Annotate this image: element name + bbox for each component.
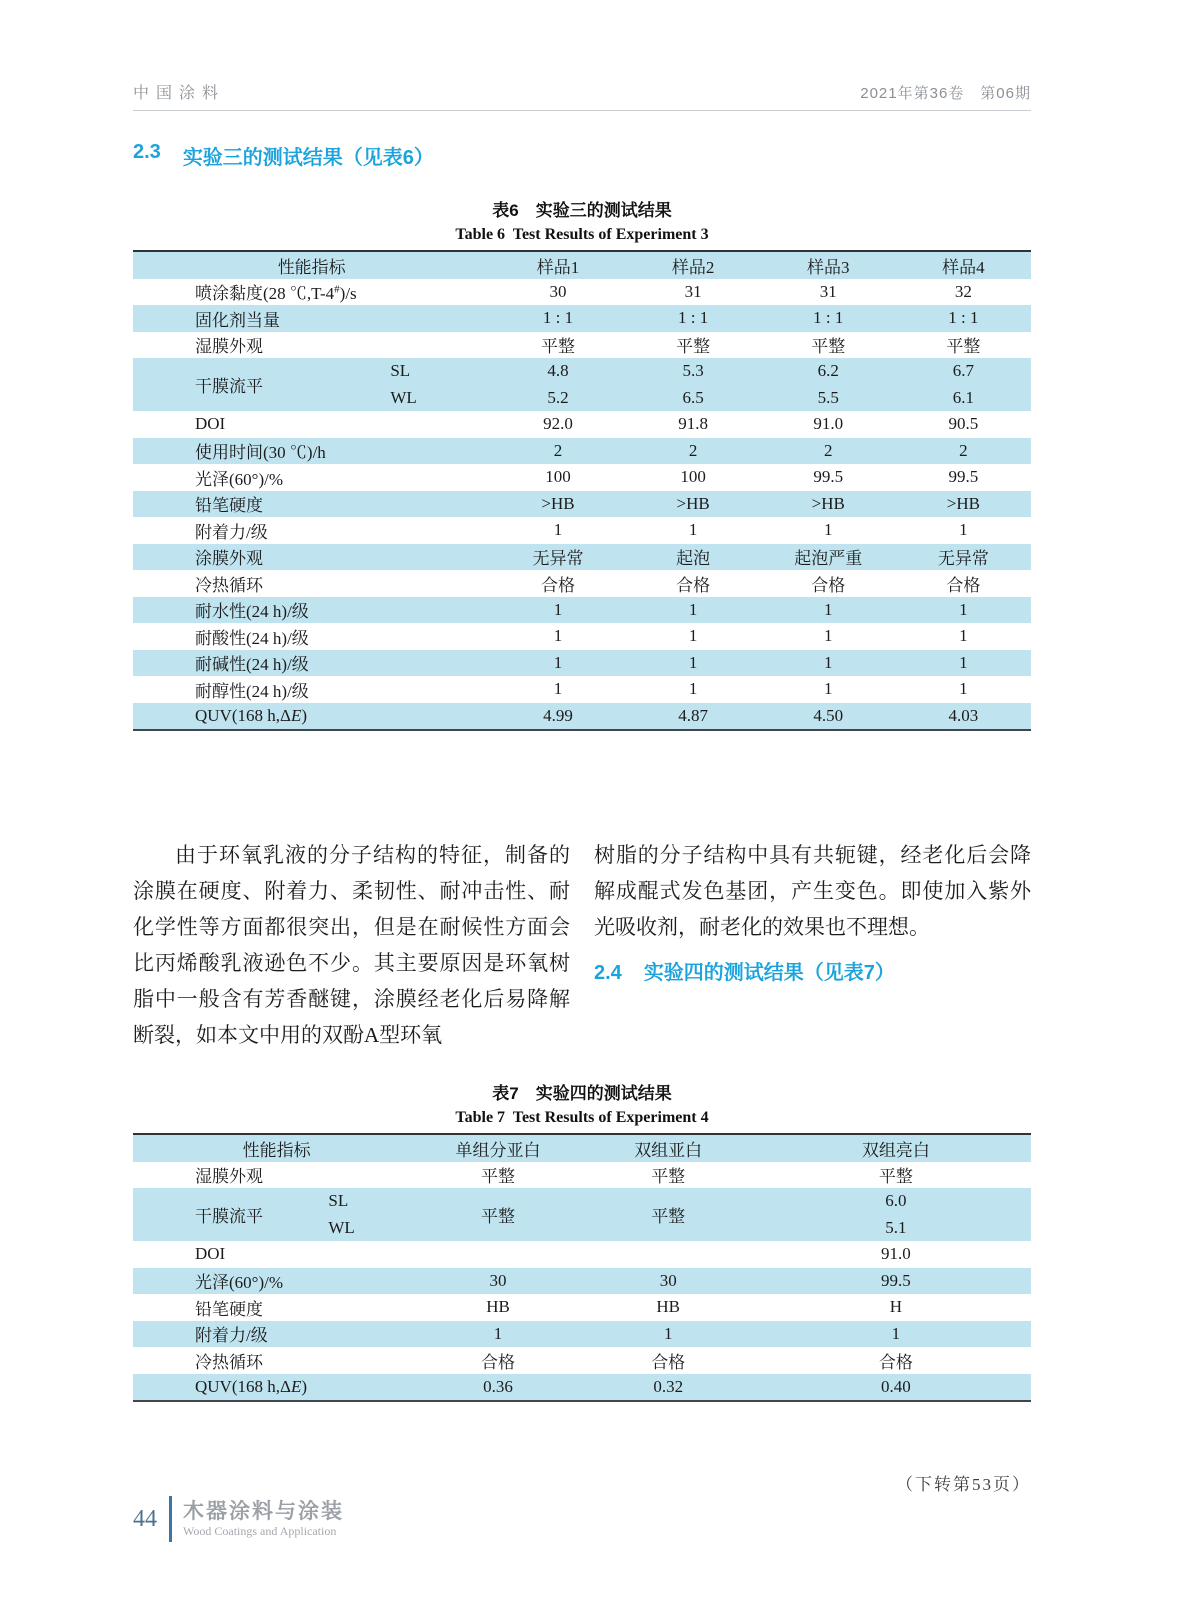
table-row: [133, 1294, 1031, 1321]
row-label-cell: [133, 411, 490, 438]
row-label-cell: [133, 570, 490, 597]
cell-value: H: [889, 1297, 902, 1317]
row-label: 冷热循环: [195, 1352, 263, 1372]
cell-value: 1: [663, 1323, 673, 1343]
cell-value: 1: [823, 599, 833, 619]
cell-value: 1: [823, 520, 833, 540]
cell-value: 4.50: [813, 705, 844, 725]
cell-value: 平整: [878, 1167, 913, 1187]
cell-value: 1: [553, 599, 563, 619]
cell-value: [761, 358, 896, 411]
cell-value: >HB: [811, 493, 845, 513]
table-row: [133, 544, 1031, 571]
cell-value: 2: [553, 440, 563, 460]
row-label-cell: [133, 491, 490, 518]
table-row: [133, 703, 1031, 730]
table6-caption-zh: 表6 实验三的测试结果: [492, 201, 672, 220]
cell-value-line: 5.5: [817, 387, 839, 407]
cell-value: 1: [553, 626, 563, 646]
table7-caption-en: Table 7 Test Results of Experiment 4: [455, 1109, 709, 1126]
row-label-cell: [133, 1321, 420, 1348]
cell-value-line: 5.2: [547, 387, 569, 407]
cell-value: HB: [486, 1297, 510, 1317]
continuation-note: （下转第53页）: [896, 1475, 1031, 1494]
paragraph-right: 树脂的分子结构中具有共轭键，经老化后会降解成醌式发色基团，产生变色。即使加入紫外光吸收剂，耐老化的效果也不理想。: [594, 843, 1031, 939]
footer-column-zh: 木器涂料与涂装: [183, 1499, 344, 1523]
table-row: [133, 438, 1031, 465]
cell-value-line: 6.2: [817, 361, 839, 381]
cell-value: 31: [684, 281, 702, 301]
cell-value: 平整: [540, 337, 575, 357]
column-header: 样品4: [942, 257, 985, 277]
cell-value: 平整: [651, 1167, 686, 1187]
column-header: 双组亚白: [634, 1140, 703, 1160]
cell-value: 合格: [811, 575, 846, 595]
cell-value: 1: [891, 1323, 901, 1343]
row-label-cell: [133, 305, 490, 332]
column-header: 样品3: [806, 257, 850, 277]
table-row: [133, 279, 1031, 306]
row-label: DOI: [195, 414, 226, 434]
cell-value: 起泡: [676, 549, 711, 569]
table-row: [133, 1162, 1031, 1189]
cell-value: 平整: [676, 337, 711, 357]
row-label: QUV(168 h,ΔE): [195, 1376, 307, 1396]
cell-value: 99.5: [880, 1270, 911, 1290]
row-label: 光泽(60°)/%: [195, 469, 284, 489]
sub-label: WL: [328, 1217, 355, 1237]
cell-value: 1 : 1: [542, 308, 574, 328]
section-title: 实验四的测试结果（见表7）: [643, 962, 895, 984]
text-column-left: [133, 837, 570, 1053]
row-label-cell: [133, 464, 490, 491]
table-row: [133, 1321, 1031, 1348]
cell-value: 91.0: [813, 414, 844, 434]
column-header: 样品2: [671, 257, 715, 277]
cell-value: 1: [823, 626, 833, 646]
row-label-cell: [133, 517, 490, 544]
row-label-cell: [133, 1294, 420, 1321]
footer-column-en: Wood Coatings and Application: [183, 1523, 337, 1538]
cell-value: [420, 1241, 575, 1268]
cell-value: 32: [954, 281, 972, 301]
section-heading-2-3: [133, 141, 1031, 170]
cell-value: 1: [959, 679, 968, 699]
row-label: 铅笔硬度: [195, 496, 263, 516]
cell-value-line: 5.1: [885, 1217, 907, 1237]
sub-label: WL: [390, 387, 417, 407]
cell-value-line: 6.0: [885, 1191, 907, 1211]
table-row: [133, 517, 1031, 544]
cell-value: 1: [553, 679, 563, 699]
cell-value: 平整: [481, 1167, 516, 1187]
row-label: 光泽(60°)/%: [195, 1273, 284, 1293]
cell-value: 合格: [540, 575, 575, 595]
footer-column-title: [183, 1500, 344, 1539]
cell-value: 1: [553, 520, 563, 540]
column-header: 样品1: [536, 257, 580, 277]
table-row: [133, 1268, 1031, 1295]
cell-value: 0.36: [483, 1376, 513, 1396]
cell-value: 30: [549, 281, 567, 301]
row-label-cell: [133, 358, 490, 411]
column-header: 性能指标: [277, 257, 346, 277]
row-label: 耐水性(24 h)/级: [195, 602, 309, 622]
row-label-cell: [133, 544, 490, 571]
cell-value: 91.8: [678, 414, 708, 434]
row-label: QUV(168 h,ΔE): [195, 705, 307, 725]
cell-value: 合格: [676, 575, 711, 595]
cell-value: 合格: [481, 1352, 516, 1372]
section-number: 2.4: [594, 962, 622, 984]
cell-value: 0.32: [653, 1376, 684, 1396]
cell-value: 平整: [651, 1207, 686, 1226]
cell-value: 1 : 1: [948, 308, 979, 328]
cell-value: HB: [656, 1297, 680, 1317]
row-label-cell: [133, 1241, 420, 1268]
cell-value-line: 6.7: [952, 361, 974, 381]
table-row: [133, 411, 1031, 438]
cell-value: 92.0: [543, 414, 573, 434]
cell-value: 1: [688, 652, 698, 672]
cell-value: 1: [959, 520, 968, 540]
cell-value: 91.0: [880, 1244, 911, 1264]
row-label-cell: [133, 1268, 420, 1295]
table6-caption-en: Table 6 Test Results of Experiment 3: [455, 226, 709, 243]
cell-value: 1: [688, 520, 698, 540]
row-label-cell: [133, 438, 490, 465]
table-row: [133, 1374, 1031, 1401]
cell-value: 90.5: [948, 414, 979, 434]
table-row: [133, 597, 1031, 624]
cell-value-line: 5.3: [682, 361, 704, 381]
table-row: [133, 305, 1031, 332]
row-label-cell: [133, 623, 490, 650]
cell-value: 30: [659, 1270, 677, 1290]
cell-value: 平整: [481, 1207, 516, 1226]
cell-value: [896, 358, 1031, 411]
cell-value: >HB: [676, 493, 710, 513]
cell-value: 2: [959, 440, 968, 460]
cell-value: 1: [493, 1323, 503, 1343]
cell-value: 平整: [946, 337, 981, 357]
table-row: [133, 1188, 1031, 1241]
cell-value: 1 : 1: [677, 308, 709, 328]
cell-value: 2: [823, 440, 833, 460]
page-number: 44: [133, 1505, 157, 1532]
row-label-cell: [133, 1188, 420, 1241]
column-header: 性能指标: [242, 1140, 311, 1160]
row-label: 附着力/级: [195, 522, 268, 542]
cell-value: [761, 1188, 1031, 1241]
cell-value: 合格: [878, 1352, 913, 1372]
cell-value: 1: [688, 679, 698, 699]
row-label-cell: [133, 1162, 420, 1189]
row-label: DOI: [195, 1244, 226, 1264]
cell-value-line: 6.5: [682, 387, 704, 407]
table-row: [133, 491, 1031, 518]
cell-value: 4.99: [543, 705, 573, 725]
cell-value: 1: [823, 679, 833, 699]
table-row: [133, 332, 1031, 359]
cell-value-line: 6.1: [952, 387, 974, 407]
cell-value: 4.03: [948, 705, 979, 725]
cell-value: 100: [680, 467, 706, 487]
cell-value: 1: [959, 599, 968, 619]
footer-divider-bar: [169, 1496, 172, 1542]
row-label-cell: [133, 597, 490, 624]
row-label-cell: [133, 1347, 420, 1374]
paragraph-left: 由于环氧乳液的分子结构的特征，制备的涂膜在硬度、附着力、柔韧性、耐冲击性、耐化学性等方面都很突出，但是在耐候性方面会比丙烯酸乳液逊色不少。其主要原因是环氧树脂中一般含有芳香醚键，涂膜经老化后易降解断裂，如本文中用的双酚A型环氧: [133, 843, 570, 1047]
table-header-row: [133, 1135, 1031, 1162]
cell-value: 1: [553, 652, 563, 672]
cell-value: 4.87: [678, 705, 708, 725]
column-header: 单组分亚白: [455, 1140, 541, 1160]
row-label: 铅笔硬度: [195, 1299, 263, 1319]
cell-value: 1: [688, 599, 698, 619]
table-row: [133, 676, 1031, 703]
cell-value: 合格: [946, 575, 981, 595]
cell-value: 1: [959, 626, 968, 646]
table-row: [133, 358, 1031, 411]
sub-label: SL: [328, 1191, 349, 1211]
cell-value: 0.40: [880, 1376, 911, 1396]
cell-value: 起泡严重: [794, 549, 863, 569]
row-label: 湿膜外观: [195, 337, 263, 357]
cell-value: 无异常: [937, 549, 989, 569]
text-column-right: [594, 837, 1031, 1053]
row-label: 干膜流平: [195, 377, 263, 396]
cell-value: 1 : 1: [813, 308, 844, 328]
section-number: 2.3: [133, 141, 161, 163]
sub-labels: [390, 358, 416, 411]
cell-value: 1: [959, 652, 968, 672]
issue-info: 2021年第36卷 第06期: [860, 85, 1031, 102]
cell-value: 平整: [811, 337, 846, 357]
cell-value: 30: [489, 1270, 507, 1290]
cell-value: 合格: [651, 1352, 686, 1372]
row-label: 涂膜外观: [195, 549, 263, 569]
row-label: 耐醇性(24 h)/级: [195, 681, 309, 701]
row-label: 使用时间(30 ℃)/h: [195, 443, 326, 463]
cell-value: [490, 358, 625, 411]
cell-value: [626, 358, 761, 411]
cell-value-line: 4.8: [547, 361, 569, 381]
cell-value: >HB: [541, 493, 575, 513]
row-label-cell: [133, 332, 490, 359]
section-title: 实验三的测试结果（见表6）: [182, 147, 434, 169]
row-label-cell: [133, 279, 490, 306]
row-label-cell: [133, 676, 490, 703]
row-label-cell: [133, 1374, 420, 1401]
row-label-cell: [133, 650, 490, 677]
journal-name: 中国涂料: [133, 85, 226, 102]
cell-value: 无异常: [532, 549, 584, 569]
running-head: [133, 80, 1031, 111]
cell-value: 1: [688, 626, 698, 646]
cell-value: 99.5: [948, 467, 979, 487]
page-footer: [133, 1496, 344, 1542]
row-label: 固化剂当量: [195, 310, 280, 330]
body-text-columns: [133, 837, 1031, 1053]
row-label: 耐酸性(24 h)/级: [195, 628, 309, 648]
cell-value: 99.5: [813, 467, 844, 487]
table-row: [133, 623, 1031, 650]
cell-value: 31: [819, 281, 837, 301]
sub-label: SL: [390, 361, 411, 381]
row-label: 湿膜外观: [195, 1167, 263, 1187]
table6: [133, 250, 1031, 731]
table-row: [133, 570, 1031, 597]
table-header-row: [133, 252, 1031, 279]
row-label: 冷热循环: [195, 575, 263, 595]
cell-value: 1: [823, 652, 833, 672]
cell-value: >HB: [946, 493, 980, 513]
row-label: 附着力/级: [195, 1326, 268, 1346]
table-row: [133, 1347, 1031, 1374]
row-label: 耐碱性(24 h)/级: [195, 655, 309, 675]
table-row: [133, 464, 1031, 491]
row-label-cell: [133, 703, 490, 730]
section-heading-2-4: [594, 955, 1031, 991]
cell-value: [576, 1241, 761, 1268]
table7: [133, 1133, 1031, 1402]
table-row: [133, 650, 1031, 677]
column-header: 双组亮白: [861, 1140, 930, 1160]
row-label: 喷涂黏度(28 ℃,T-4#)/s: [195, 283, 357, 304]
row-label: 干膜流平: [195, 1207, 263, 1226]
sub-labels: [328, 1188, 354, 1241]
table7-caption-zh: 表7 实验四的测试结果: [492, 1084, 672, 1103]
cell-value: 2: [688, 440, 698, 460]
table-row: [133, 1241, 1031, 1268]
cell-value: 100: [545, 467, 571, 487]
